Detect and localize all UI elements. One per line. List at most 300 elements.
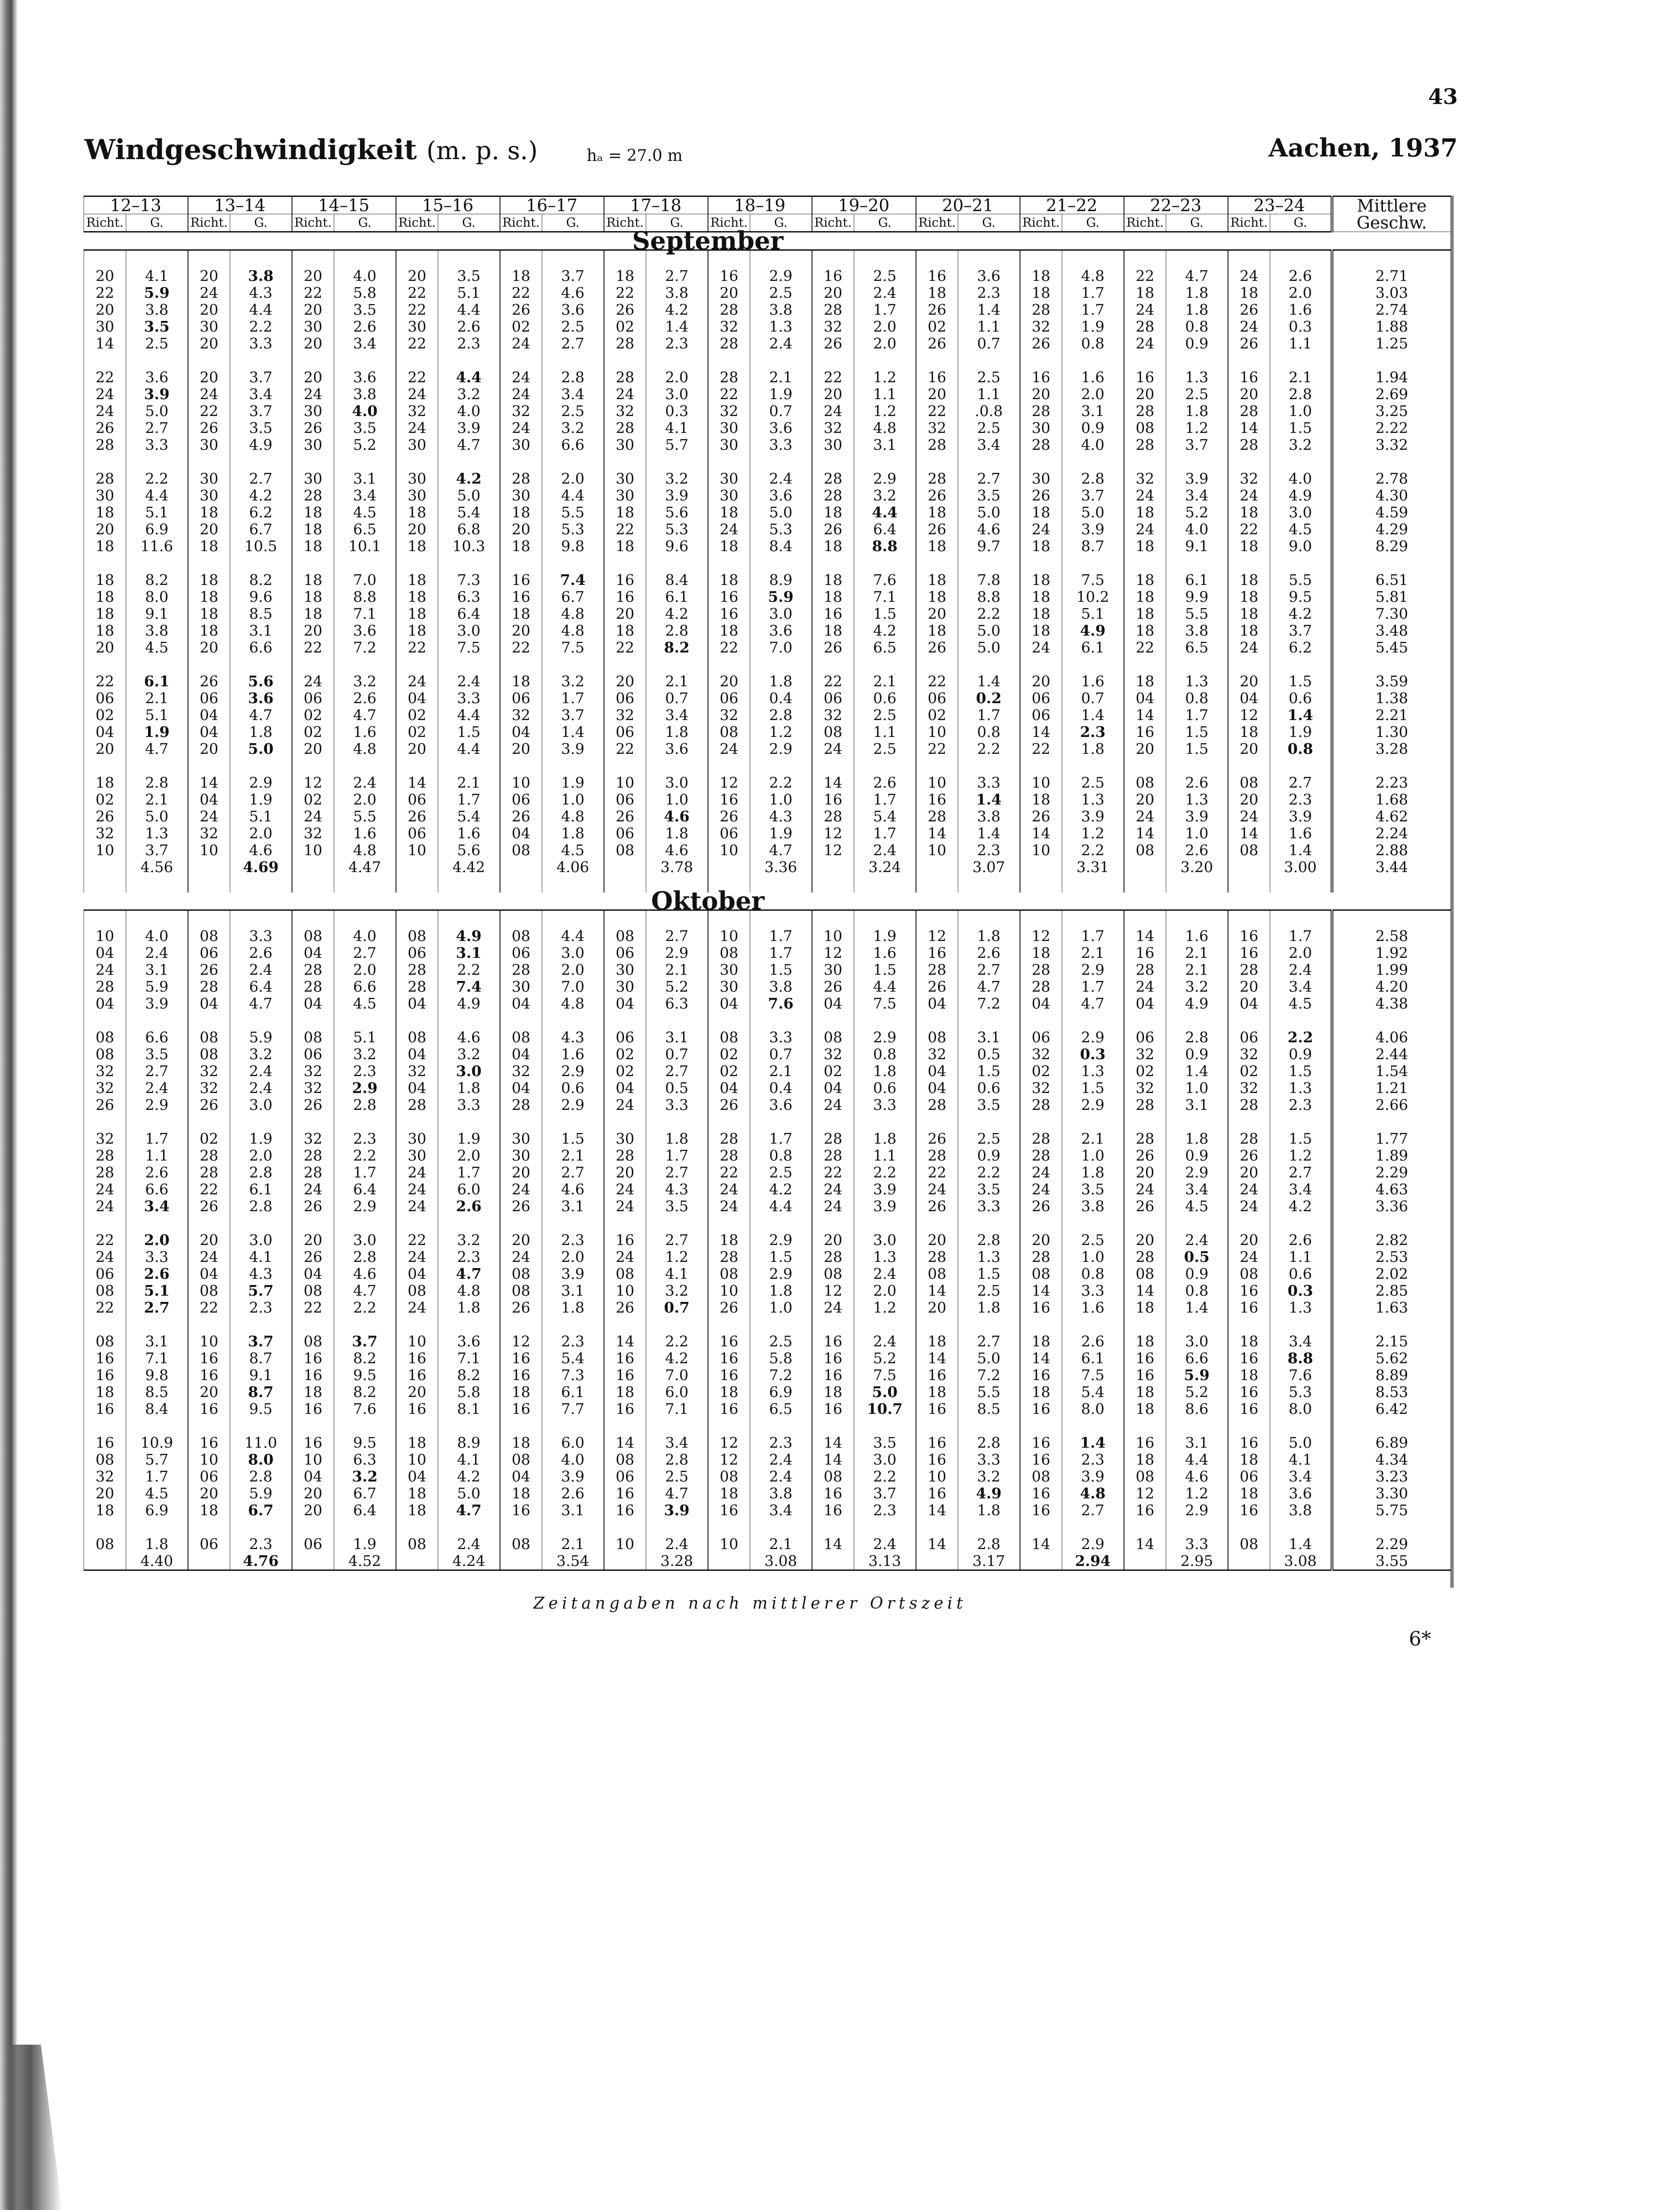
direction-cell: 06 <box>188 945 230 961</box>
title-unit: (m. p. s.) <box>426 136 538 165</box>
direction-cell: 20 <box>396 741 438 757</box>
day-row <box>84 487 1452 504</box>
day-row <box>84 521 1452 538</box>
direction-cell: 22 <box>708 386 750 403</box>
speed-cell: 1.9 <box>126 724 188 741</box>
direction-cell: 14 <box>1020 724 1062 741</box>
direction-cell: 32 <box>500 403 542 420</box>
speed-cell: 1.1 <box>126 1147 188 1164</box>
speed-cell: 1.3 <box>1062 1063 1124 1080</box>
speed-cell: 6.1 <box>230 1181 292 1198</box>
direction-cell: 32 <box>1020 318 1062 335</box>
direction-cell: 32 <box>1228 470 1270 487</box>
gap-cell <box>500 1519 542 1536</box>
direction-cell: 24 <box>500 369 542 386</box>
direction-cell: 24 <box>604 1249 646 1265</box>
direction-cell: 20 <box>1020 673 1062 690</box>
gap-cell <box>438 1215 500 1232</box>
speed-cell: 1.8 <box>646 825 708 842</box>
direction-cell: 16 <box>708 605 750 622</box>
direction-cell: 04 <box>708 995 750 1012</box>
direction-cell: 16 <box>604 1502 646 1519</box>
gap-cell <box>438 352 500 369</box>
speed-cell: 2.8 <box>958 1434 1020 1451</box>
bottom-rule-cell <box>84 1570 1452 1588</box>
gap-cell <box>188 1316 230 1333</box>
direction-cell: 08 <box>1124 1468 1166 1485</box>
direction-cell: 14 <box>396 774 438 791</box>
daily-mean-cell: 8.53 <box>1332 1384 1452 1401</box>
gap-cell <box>396 1113 438 1130</box>
speed-cell: 5.4 <box>542 1350 604 1367</box>
direction-cell: 14 <box>812 1451 854 1468</box>
mean-blank-cell <box>812 859 854 876</box>
speed-cell: 3.8 <box>230 268 292 284</box>
speed-cell: 1.0 <box>1270 403 1332 420</box>
gap-cell <box>1020 352 1062 369</box>
direction-cell: 18 <box>292 521 334 538</box>
day-row <box>84 268 1452 284</box>
direction-cell: 24 <box>604 386 646 403</box>
daily-mean-cell: 2.53 <box>1332 1249 1452 1265</box>
speed-cell: 4.1 <box>1270 1451 1332 1468</box>
speed-cell: 5.4 <box>438 808 500 825</box>
speed-cell: 5.8 <box>438 1384 500 1401</box>
daily-mean-cell: 4.30 <box>1332 487 1452 504</box>
direction-cell: 18 <box>84 589 126 605</box>
direction-cell: 24 <box>500 420 542 436</box>
speed-cell: 5.1 <box>438 284 500 301</box>
speed-cell: 7.3 <box>438 572 500 589</box>
speed-header: G. <box>646 214 708 232</box>
direction-cell: 04 <box>1020 995 1062 1012</box>
hourly-mean-cell: 2.95 <box>1166 1553 1228 1570</box>
speed-cell: 1.8 <box>854 1130 916 1147</box>
direction-cell: 30 <box>604 436 646 453</box>
direction-cell: 16 <box>500 589 542 605</box>
direction-cell: 02 <box>1228 1063 1270 1080</box>
daily-mean-cell: 3.23 <box>1332 1468 1452 1485</box>
direction-cell: 24 <box>604 1097 646 1113</box>
hourly-mean-cell: 3.20 <box>1166 859 1228 876</box>
hourly-mean-cell: 4.76 <box>230 1553 292 1570</box>
speed-cell: 2.7 <box>334 945 396 961</box>
direction-cell: 20 <box>500 622 542 639</box>
speed-cell: 0.6 <box>854 690 916 707</box>
direction-cell: 02 <box>604 1046 646 1063</box>
speed-cell: 0.9 <box>1166 335 1228 352</box>
hourly-mean-cell: 3.17 <box>958 1553 1020 1570</box>
direction-cell: 20 <box>1124 1232 1166 1249</box>
direction-cell: 26 <box>396 808 438 825</box>
speed-cell: 9.8 <box>542 538 604 555</box>
direction-cell: 32 <box>1228 1046 1270 1063</box>
direction-cell: 20 <box>916 1232 958 1249</box>
direction-cell: 20 <box>396 268 438 284</box>
speed-cell: 2.9 <box>854 1029 916 1046</box>
day-row <box>84 572 1452 589</box>
direction-cell: 26 <box>188 420 230 436</box>
gap-cell <box>396 1316 438 1333</box>
speed-cell: 4.7 <box>646 1485 708 1502</box>
direction-cell: 18 <box>500 268 542 284</box>
speed-cell: 4.5 <box>1270 521 1332 538</box>
direction-cell: 16 <box>1228 928 1270 945</box>
speed-cell: 5.2 <box>854 1350 916 1367</box>
gap-row <box>84 910 1452 928</box>
speed-cell: 1.4 <box>958 791 1020 808</box>
speed-cell: 2.3 <box>1270 791 1332 808</box>
direction-cell: 18 <box>1228 284 1270 301</box>
direction-cell: 08 <box>84 1046 126 1063</box>
hourly-mean-cell: 4.40 <box>126 1553 188 1570</box>
gap-cell <box>1020 910 1062 928</box>
direction-cell: 22 <box>604 284 646 301</box>
day-row <box>84 369 1452 386</box>
daily-mean-cell: 2.85 <box>1332 1282 1452 1299</box>
direction-cell: 32 <box>1124 470 1166 487</box>
gap-cell <box>812 757 854 774</box>
speed-cell: 6.6 <box>126 1029 188 1046</box>
speed-cell: 2.3 <box>646 335 708 352</box>
direction-cell: 20 <box>1228 741 1270 757</box>
hourly-mean-cell: 4.42 <box>438 859 500 876</box>
gap-cell <box>1228 757 1270 774</box>
gap-cell <box>542 555 604 572</box>
direction-cell: 22 <box>396 301 438 318</box>
speed-cell: 5.2 <box>646 978 708 995</box>
direction-cell: 18 <box>708 538 750 555</box>
speed-cell: 7.2 <box>334 639 396 656</box>
spacer-cell <box>542 876 604 893</box>
gap-cell <box>84 1012 126 1029</box>
speed-cell: 1.4 <box>1062 707 1124 724</box>
speed-cell: 2.2 <box>958 605 1020 622</box>
mean-blank-cell <box>916 1553 958 1570</box>
speed-cell: 4.1 <box>438 1451 500 1468</box>
speed-cell: 1.0 <box>1166 1080 1228 1097</box>
direction-cell: 26 <box>500 301 542 318</box>
direction-cell: 28 <box>500 961 542 978</box>
direction-cell: 08 <box>84 1536 126 1553</box>
hourly-mean-cell: 4.69 <box>230 859 292 876</box>
direction-cell: 06 <box>396 825 438 842</box>
direction-cell: 18 <box>1124 1333 1166 1350</box>
direction-cell: 24 <box>1124 1181 1166 1198</box>
gap-cell <box>84 1417 126 1434</box>
direction-cell: 18 <box>1020 1333 1062 1350</box>
direction-cell: 20 <box>916 386 958 403</box>
direction-cell: 20 <box>812 284 854 301</box>
direction-cell: 30 <box>84 487 126 504</box>
speed-cell: 6.9 <box>750 1384 812 1401</box>
gap-cell <box>1062 1417 1124 1434</box>
gap-cell <box>1332 352 1452 369</box>
direction-cell: 20 <box>188 741 230 757</box>
speed-cell: 4.6 <box>646 842 708 859</box>
speed-cell: 0.9 <box>1166 1265 1228 1282</box>
direction-cell: 10 <box>188 1451 230 1468</box>
gap-cell <box>396 1215 438 1232</box>
direction-cell: 14 <box>916 1536 958 1553</box>
direction-cell: 26 <box>188 1097 230 1113</box>
direction-cell: 18 <box>1124 284 1166 301</box>
speed-cell: 1.9 <box>438 1130 500 1147</box>
speed-cell: 7.6 <box>334 1401 396 1417</box>
wind-speed-table <box>84 196 1453 1588</box>
direction-cell: 08 <box>188 928 230 945</box>
direction-cell: 02 <box>604 1063 646 1080</box>
speed-cell: 2.4 <box>1166 1232 1228 1249</box>
gap-cell <box>1062 1316 1124 1333</box>
direction-cell: 10 <box>604 1536 646 1553</box>
direction-cell: 10 <box>84 928 126 945</box>
speed-cell: 3.9 <box>542 1265 604 1282</box>
direction-cell: 06 <box>500 945 542 961</box>
gap-cell <box>542 1519 604 1536</box>
speed-cell: 2.3 <box>854 1502 916 1519</box>
gap-cell <box>542 453 604 470</box>
speed-cell: 2.5 <box>958 420 1020 436</box>
gap-cell <box>1124 1417 1166 1434</box>
speed-cell: 4.4 <box>438 369 500 386</box>
spacer-cell <box>126 876 188 893</box>
speed-cell: 8.8 <box>334 589 396 605</box>
gap-cell <box>230 757 292 774</box>
speed-cell: 1.8 <box>1166 1130 1228 1147</box>
direction-cell: 28 <box>916 1249 958 1265</box>
speed-cell: 2.5 <box>1166 386 1228 403</box>
speed-header: G. <box>1166 214 1228 232</box>
direction-cell: 32 <box>188 825 230 842</box>
day-row <box>84 707 1452 724</box>
direction-cell: 18 <box>188 589 230 605</box>
direction-cell: 24 <box>1124 978 1166 995</box>
direction-cell: 26 <box>188 673 230 690</box>
speed-cell: 6.4 <box>854 521 916 538</box>
speed-cell: 1.1 <box>854 386 916 403</box>
speed-cell: 4.7 <box>334 707 396 724</box>
gap-cell <box>708 1113 750 1130</box>
hour-header: 12–13 <box>84 196 188 214</box>
daily-mean-cell: 3.32 <box>1332 436 1452 453</box>
speed-cell: 3.2 <box>542 420 604 436</box>
direction-cell: 16 <box>1228 1401 1270 1417</box>
mean-blank-cell <box>916 859 958 876</box>
day-row <box>84 420 1452 436</box>
gap-cell <box>500 352 542 369</box>
gap-cell <box>958 1012 1020 1029</box>
direction-cell: 16 <box>916 268 958 284</box>
direction-cell: 18 <box>1228 605 1270 622</box>
direction-cell: 20 <box>292 369 334 386</box>
mean-blank-cell <box>84 1553 126 1570</box>
gap-cell <box>542 757 604 774</box>
speed-cell: 8.1 <box>438 1401 500 1417</box>
direction-cell: 08 <box>604 1451 646 1468</box>
direction-cell: 16 <box>812 605 854 622</box>
direction-cell: 28 <box>292 487 334 504</box>
speed-cell: 1.6 <box>334 825 396 842</box>
direction-cell: 24 <box>396 673 438 690</box>
speed-cell: 2.4 <box>750 1451 812 1468</box>
direction-cell: 24 <box>396 1181 438 1198</box>
direction-cell: 22 <box>1124 268 1166 284</box>
speed-cell: 0.6 <box>542 1080 604 1097</box>
gap-cell <box>292 352 334 369</box>
gap-cell <box>646 352 708 369</box>
direction-cell: 02 <box>604 318 646 335</box>
speed-cell: 2.4 <box>438 673 500 690</box>
speed-cell: 3.8 <box>334 386 396 403</box>
daily-mean-cell: 3.48 <box>1332 622 1452 639</box>
direction-cell: 18 <box>500 673 542 690</box>
speed-cell: 2.7 <box>542 335 604 352</box>
gap-cell <box>292 1113 334 1130</box>
direction-cell: 20 <box>604 605 646 622</box>
daily-mean-cell: 1.30 <box>1332 724 1452 741</box>
speed-cell: 5.3 <box>646 521 708 538</box>
spacer-cell <box>230 876 292 893</box>
speed-cell: 6.3 <box>646 995 708 1012</box>
speed-cell: 4.3 <box>230 1265 292 1282</box>
gap-cell <box>230 1417 292 1434</box>
gap-cell <box>958 1519 1020 1536</box>
direction-cell: 20 <box>396 521 438 538</box>
direction-cell: 30 <box>708 470 750 487</box>
direction-cell: 28 <box>1020 961 1062 978</box>
speed-cell: 9.5 <box>1270 589 1332 605</box>
speed-cell: 2.7 <box>1062 1502 1124 1519</box>
hour-header: 14–15 <box>292 196 396 214</box>
gap-cell <box>438 757 500 774</box>
speed-cell: 2.7 <box>958 1333 1020 1350</box>
direction-cell: 16 <box>1124 1502 1166 1519</box>
direction-cell: 18 <box>84 572 126 589</box>
direction-cell: 22 <box>604 741 646 757</box>
gap-row <box>84 1316 1452 1333</box>
direction-cell: 18 <box>916 1333 958 1350</box>
speed-cell: 8.4 <box>646 572 708 589</box>
direction-cell: 16 <box>500 1401 542 1417</box>
gap-cell <box>1124 555 1166 572</box>
speed-cell: 1.8 <box>958 928 1020 945</box>
direction-cell: 14 <box>1124 825 1166 842</box>
gap-cell <box>750 1012 812 1029</box>
spacer-cell <box>1332 876 1452 893</box>
gap-cell <box>84 910 126 928</box>
speed-cell: 1.8 <box>126 1536 188 1553</box>
speed-cell: 2.1 <box>646 673 708 690</box>
speed-cell: 6.1 <box>542 1384 604 1401</box>
direction-cell: 28 <box>1020 436 1062 453</box>
hourly-mean-cell: 4.52 <box>334 1553 396 1570</box>
gap-cell <box>292 453 334 470</box>
direction-cell: 22 <box>188 1299 230 1316</box>
speed-cell: 4.6 <box>334 1265 396 1282</box>
direction-cell: 24 <box>1228 639 1270 656</box>
gap-cell <box>500 656 542 673</box>
spacer-cell <box>1270 876 1332 893</box>
gap-cell <box>188 1113 230 1130</box>
speed-cell: 2.1 <box>854 673 916 690</box>
daily-mean-cell: 8.89 <box>1332 1367 1452 1384</box>
speed-cell: 0.4 <box>750 1080 812 1097</box>
gap-cell <box>126 1519 188 1536</box>
direction-cell: 18 <box>916 622 958 639</box>
direction-cell: 24 <box>1228 1181 1270 1198</box>
speed-cell: 9.0 <box>1270 538 1332 555</box>
day-row <box>84 1063 1452 1080</box>
direction-cell: 12 <box>500 1333 542 1350</box>
speed-cell: 1.1 <box>854 1147 916 1164</box>
day-row <box>84 1046 1452 1063</box>
daily-mean-cell: 2.22 <box>1332 420 1452 436</box>
direction-cell: 06 <box>188 1536 230 1553</box>
direction-cell: 26 <box>292 1198 334 1215</box>
spacer-cell <box>292 876 334 893</box>
speed-cell: 2.8 <box>126 774 188 791</box>
direction-cell: 12 <box>1228 707 1270 724</box>
gap-cell <box>916 1012 958 1029</box>
speed-cell: 6.2 <box>1270 639 1332 656</box>
gap-cell <box>854 1417 916 1434</box>
direction-cell: 30 <box>292 470 334 487</box>
direction-cell: 10 <box>708 1536 750 1553</box>
speed-cell: 3.6 <box>646 741 708 757</box>
speed-cell: 1.8 <box>230 724 292 741</box>
daily-mean-cell: 2.15 <box>1332 1333 1452 1350</box>
direction-cell: 08 <box>1020 1265 1062 1282</box>
daily-mean-cell: 2.71 <box>1332 268 1452 284</box>
speed-cell: 4.5 <box>1166 1198 1228 1215</box>
speed-cell: 5.5 <box>1270 572 1332 589</box>
speed-cell: 5.0 <box>126 808 188 825</box>
speed-cell: 4.6 <box>438 1029 500 1046</box>
day-row <box>84 639 1452 656</box>
direction-cell: 26 <box>188 961 230 978</box>
day-row <box>84 1350 1452 1367</box>
speed-cell: 2.4 <box>750 1468 812 1485</box>
gap-cell <box>334 1012 396 1029</box>
direction-cell: 16 <box>708 1333 750 1350</box>
speed-cell: 4.0 <box>334 268 396 284</box>
speed-cell: 3.8 <box>126 301 188 318</box>
gap-cell <box>126 1113 188 1130</box>
speed-cell: 0.9 <box>1166 1147 1228 1164</box>
direction-cell: 10 <box>708 842 750 859</box>
direction-cell: 18 <box>812 589 854 605</box>
daily-mean-cell: 1.99 <box>1332 961 1452 978</box>
direction-cell: 20 <box>188 301 230 318</box>
direction-cell: 18 <box>500 1434 542 1451</box>
speed-cell: 4.7 <box>126 741 188 757</box>
direction-cell: 18 <box>1124 605 1166 622</box>
direction-cell: 06 <box>396 791 438 808</box>
direction-cell: 24 <box>84 961 126 978</box>
hourly-mean-cell: 4.06 <box>542 859 604 876</box>
direction-cell: 18 <box>812 538 854 555</box>
gap-cell <box>396 250 438 268</box>
speed-cell: 2.0 <box>438 1147 500 1164</box>
direction-cell: 32 <box>708 707 750 724</box>
gap-cell <box>1124 1012 1166 1029</box>
direction-cell: 24 <box>396 420 438 436</box>
direction-cell: 28 <box>604 420 646 436</box>
speed-cell: 3.3 <box>126 436 188 453</box>
direction-cell: 18 <box>1020 538 1062 555</box>
speed-cell: 1.9 <box>750 825 812 842</box>
